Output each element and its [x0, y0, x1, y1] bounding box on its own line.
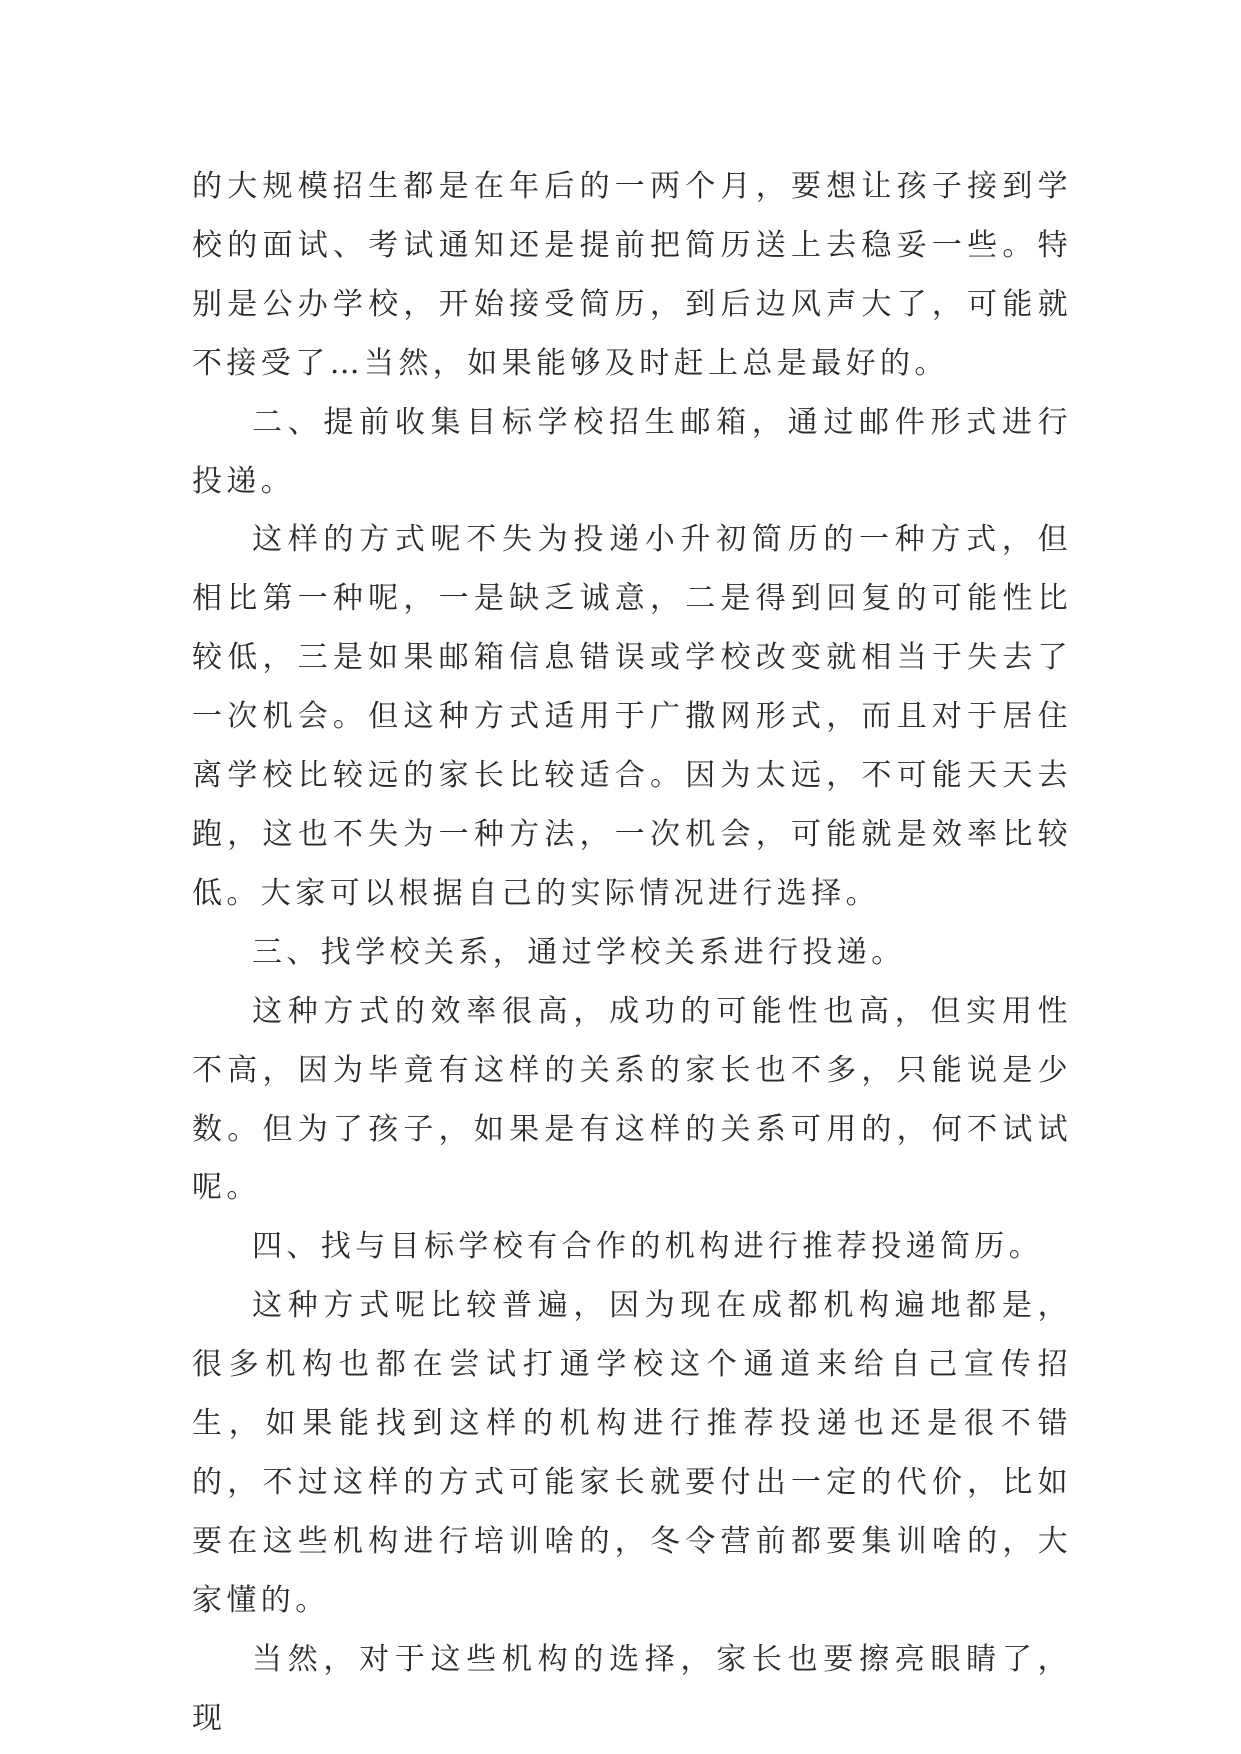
- paragraph-6-heading: 四、找与目标学校有合作的机构进行推荐投递简历。: [252, 1229, 1044, 1265]
- paragraph-1: 的大规模招生都是在年后的一两个月，要想让孩子接到学校的面试、考试通知还是提前把简历送上去稳妥一些。特别是公办学校，开始接受简历，到后边风声大了，可能就不接受了…当然，如果能够及时赶上总是最好的。: [192, 169, 1072, 381]
- paragraph-4-heading: 三、找学校关系，通过学校关系进行投递。: [252, 934, 906, 970]
- paragraph-3: 这样的方式呢不失为投递小升初简历的一种方式，但相比第一种呢，一是缺乏诚意，二是得到回复的可能性比较低，三是如果邮箱信息错误或学校改变就相当于失去了一次机会。但这种方式适用于广撒网形式，而且对于居住离学校比较远的家长比较适合。因为太远，不可能天天去跑，这也不失为一种方法，一次机会，可能就是效率比较低。大家可以根据自己的实际情况进行选择。: [192, 522, 1072, 911]
- paragraph-2-heading: 二、提前收集目标学校招生邮箱，通过邮件形式进行投递。: [192, 404, 1072, 499]
- body-text: [192, 158, 1072, 1748]
- paragraph-5: 这种方式的效率很高，成功的可能性也高，但实用性不高，因为毕竟有这样的关系的家长也不多，只能说是少数。但为了孩子，如果是有这样的关系可用的，何不试试呢。: [192, 993, 1072, 1206]
- paragraph-8: 当然，对于这些机构的选择，家长也要擦亮眼睛了，现: [192, 1641, 1072, 1736]
- paragraph-7: 这种方式呢比较普遍，因为现在成都机构遍地都是，很多机构也都在尝试打通学校这个通道来给自己宣传招生，如果能找到这样的机构进行推荐投递也还是很不错的，不过这样的方式可能家长就要付出一定的代价，比如要在这些机构进行培训啥的，冬令营前都要集训啥的，大家懂的。: [192, 1288, 1072, 1618]
